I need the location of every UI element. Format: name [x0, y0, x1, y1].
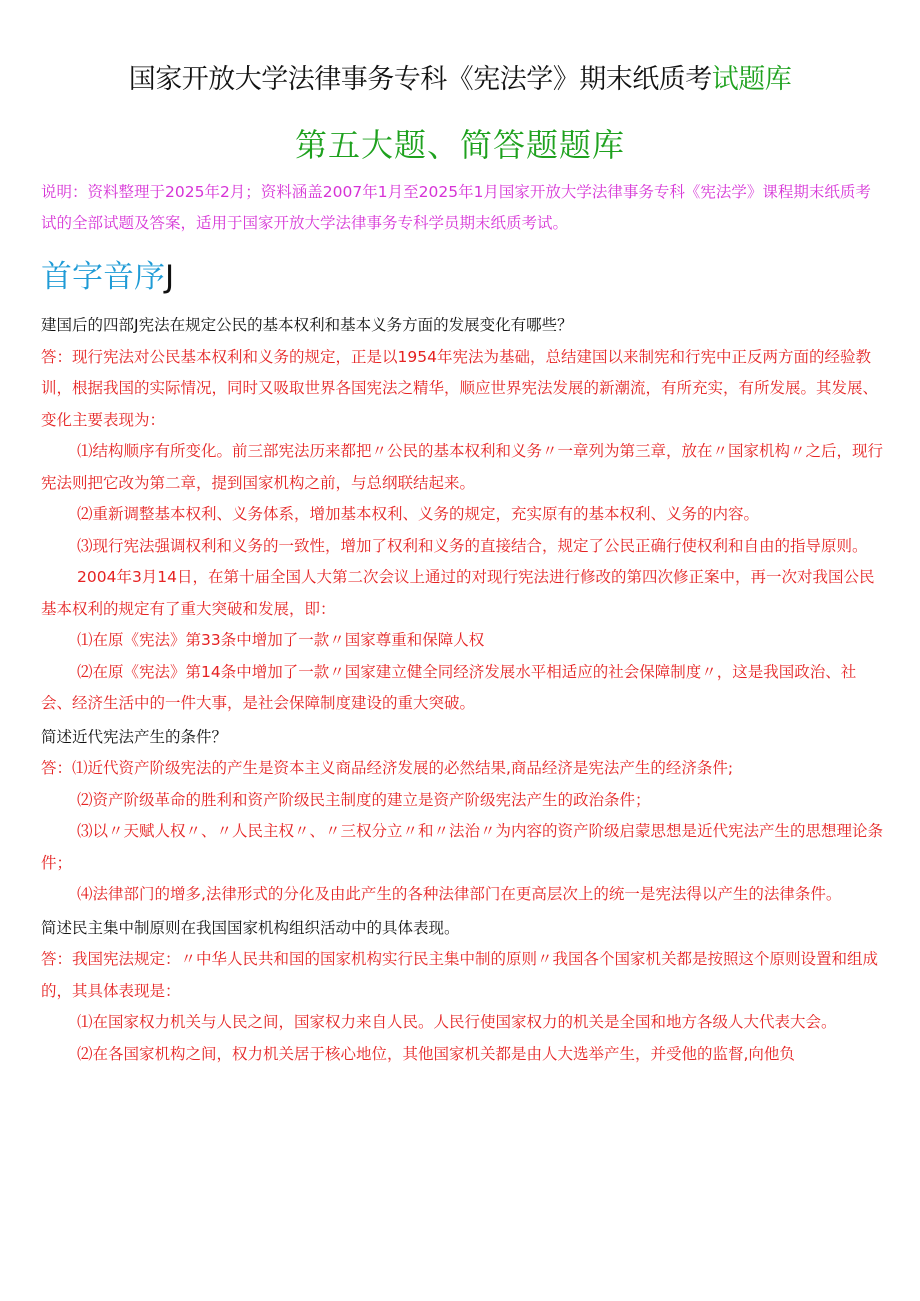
- question-2: 简述近代宪法产生的条件？: [41, 727, 228, 746]
- answer-1-amendment-point-2: ⑵在原《宪法》第14条中增加了一款〃国家建立健全同经济发展水平相适应的社会保障制度〃，这是我国政治、社会、经济生活中的一件大事，是社会保障制度建设的重大突破。: [41, 662, 857, 712]
- answer-1-point-1: ⑴结构顺序有所变化。前三部宪法历来都把〃公民的基本权利和义务〃一章列为第三章，放在〃国家机构〃之后，现行宪法则把它改为第二章，提到国家机构之前，与总纲联结起来。: [41, 442, 884, 492]
- answer-1-amendment-point-1: ⑴在原《宪法》第33条中增加了一款〃国家尊重和保障人权: [77, 631, 485, 649]
- question-3: 简述民主集中制原则在我国国家机构组织活动中的具体表现。: [41, 918, 460, 937]
- answer-1-point-2: ⑵重新调整基本权利、义务体系，增加基本权利、义务的规定，充实原有的基本权利、义务的内容。: [77, 505, 760, 523]
- question-1: 建国后的四部J宪法在规定公民的基本权利和基本义务方面的发展变化有哪些？: [41, 316, 573, 334]
- answer-3-point-2: ⑵在各国家机构之间，权力机关居于核心地位，其他国家机关都是由人大选举产生，并受他的监督,向他负: [77, 1044, 795, 1063]
- answer-1-amendment: 2004年3月14日，在第十届全国人大第二次会议上通过的对现行宪法进行修改的第四次修正案中，再一次对我国公民基本权利的规定有了重大突破和发展，即：: [41, 568, 875, 618]
- document-title: [0, 62, 920, 98]
- answer-1: 答：现行宪法对公民基本权利和义务的规定，正是以1954年宪法为基础，总结建国以来制宪和行宪中正反两方面的经验教训，根据我国的实际情况，同时又吸取世界各国宪法之精华，顺应世界宪法发展的新潮流，有所充实，有所发展。其发展、变化主要表现为：: [41, 347, 879, 429]
- answer-2: 答：⑴近代资产阶级宪法的产生是资本主义商品经济发展的必然结果,商品经济是宪法产生的经济条件;: [41, 759, 734, 777]
- description-note: 说明：资料整理于2025年2月；资料涵盖2007年1月至2025年1月国家开放大学法律事务专科《宪法学》课程期末纸质考试的全部试题及答案，适用于国家开放大学法律事务专科学员期末纸质考试。: [41, 183, 871, 232]
- answer-1-point-3: ⑶现行宪法强调权利和义务的一致性，增加了权利和义务的直接结合，规定了公民正确行使权利和自由的指导原则。: [77, 536, 868, 555]
- title-main: 国家开放大学法律事务专科《宪法学》期末纸质考: [128, 64, 712, 95]
- answer-3: 答：我国宪法规定：〃中华人民共和国的国家机构实行民主集中制的原则〃我国各个国家机关都是按照这个原则设置和组成的，其具体表现是：: [41, 950, 879, 1000]
- answer-2-point-3: ⑶以〃天赋人权〃、〃人民主权〃、〃三权分立〃和〃法治〃为内容的资产阶级启蒙思想是近代宪法产生的思想理论条件；: [41, 822, 884, 872]
- answer-3-point-1: ⑴在国家权力机关与人民之间，国家权力来自人民。人民行使国家权力的机关是全国和地方各级人大代表大会。: [77, 1013, 837, 1031]
- qa-content: [41, 310, 883, 1070]
- title-tail: 试题库: [711, 64, 792, 95]
- document-subtitle: 第五大题、简答题题库: [294, 126, 625, 164]
- answer-2-point-2: ⑵资产阶级革命的胜利和资产阶级民主制度的建立是资产阶级宪法产生的政治条件；: [77, 790, 651, 809]
- section-heading: [41, 256, 174, 298]
- answer-2-point-4: ⑷法律部门的增多,法律形式的分化及由此产生的各种法律部门在更高层次上的统一是宪法得以产生的法律条件。: [77, 885, 842, 903]
- section-label: 首字音序: [41, 259, 165, 295]
- section-letter: J: [165, 259, 175, 295]
